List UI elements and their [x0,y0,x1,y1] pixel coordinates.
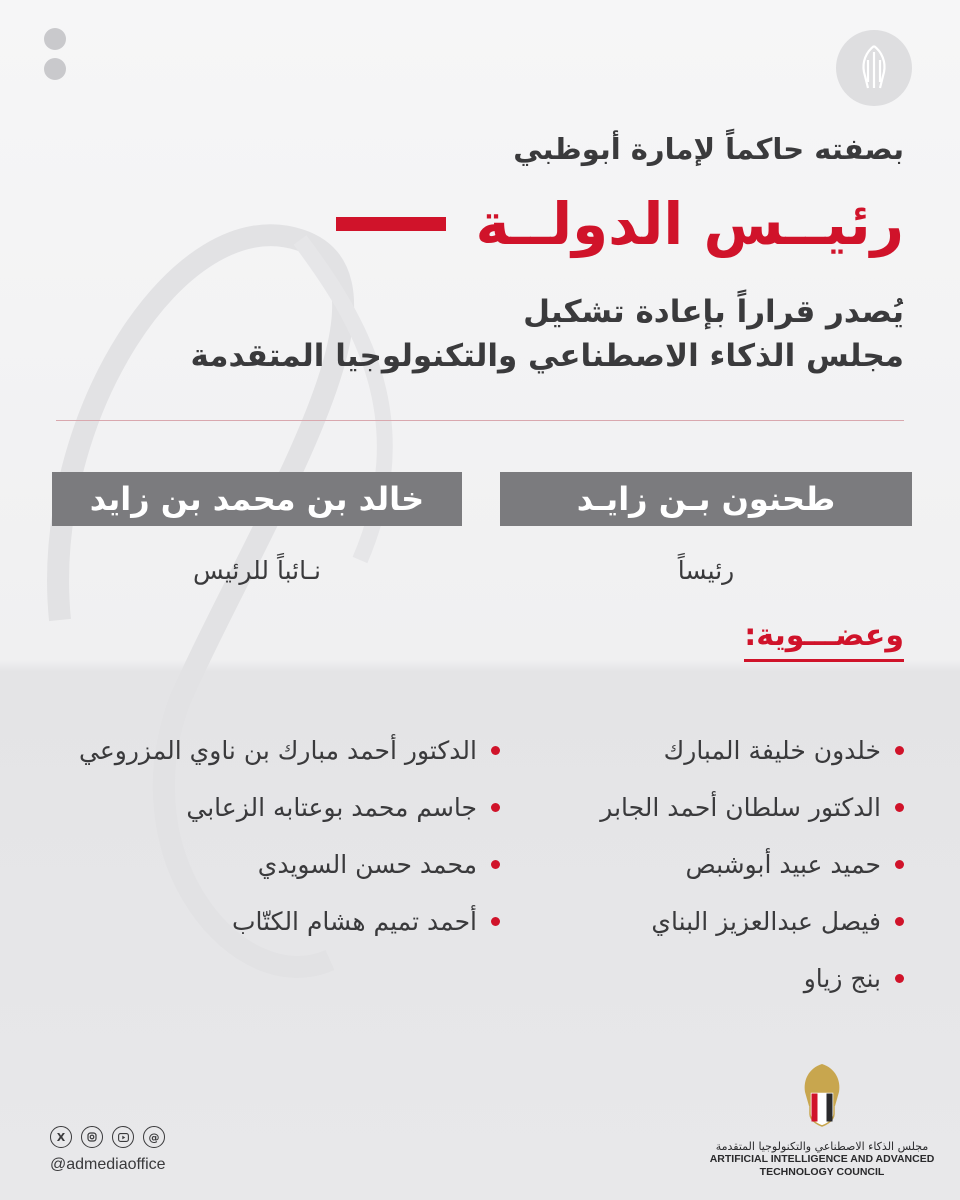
headline-bar [336,217,446,231]
council-logo [704,1062,940,1179]
bullet-icon [491,746,500,755]
dot [44,28,66,50]
members-list-right [600,722,904,1007]
subtitle: بصفته حاكماً لإمارة أبوظبي [513,132,904,166]
headline [336,190,905,258]
x-icon[interactable]: X [50,1126,72,1148]
members-list-left [79,722,500,950]
list-item [79,836,500,893]
council-name-english-1: ARTIFICIAL INTELLIGENCE AND ADVANCED [709,1153,935,1165]
bullet-icon [895,746,904,755]
headline-text: رئيــس الدولــة [475,190,904,258]
council-name-english-2: TECHNOLOGY COUNCIL [759,1166,885,1178]
youtube-icon[interactable] [112,1126,134,1148]
bullet-icon [895,917,904,926]
falcon-emblem-icon [836,30,912,106]
list-item [600,836,904,893]
decree-line-2: مجلس الذكاء الاصطناعي والتكنولوجيا المتقدمة [190,338,904,374]
threads-icon[interactable]: @ [143,1126,165,1148]
vice-chair-role: نـائباً للرئيس [192,556,322,585]
bullet-icon [895,974,904,983]
social-handle: @admediaoffice [50,1156,166,1173]
member-name: الدكتور سلطان أحمد الجابر [600,793,881,822]
member-name: خلدون خليفة المبارك [663,736,881,765]
members-heading: وعضـــوية: [744,618,904,662]
vice-chair-name-box: خالد بن محمد بن زايد [52,472,462,526]
instagram-icon[interactable] [81,1126,103,1148]
falcon-crest-icon [797,1062,847,1128]
chair-role: رئيساً [677,556,735,585]
list-item [600,950,904,1007]
decorative-dots [44,28,66,88]
member-name: محمد حسن السويدي [257,850,477,879]
bullet-icon [895,803,904,812]
bullet-icon [491,917,500,926]
decree-line-1: يُصدر قراراً بإعادة تشكيل [523,294,904,330]
member-name: حميد عبيد أبوشبص [685,850,881,879]
list-item [600,779,904,836]
list-item [79,722,500,779]
list-item [600,722,904,779]
divider [56,420,904,421]
member-name: بنج زياو [803,964,881,993]
dot [44,58,66,80]
member-name: أحمد تميم هشام الكتّاب [231,907,477,936]
member-name: فيصل عبدالعزيز البناي [651,907,881,936]
member-name: الدكتور أحمد مبارك بن ناوي المزروعي [79,736,477,765]
list-item [79,893,500,950]
bullet-icon [491,803,500,812]
bullet-icon [491,860,500,869]
chair-name-box: طحنون بـن زايـد [500,472,912,526]
list-item [600,893,904,950]
social-links [50,1126,165,1148]
list-item [79,779,500,836]
council-name-arabic: مجلس الذكاء الاصطناعي والتكنولوجيا المتقدمة [715,1140,929,1153]
member-name: جاسم محمد بوعتابه الزعابي [186,793,477,822]
bullet-icon [895,860,904,869]
